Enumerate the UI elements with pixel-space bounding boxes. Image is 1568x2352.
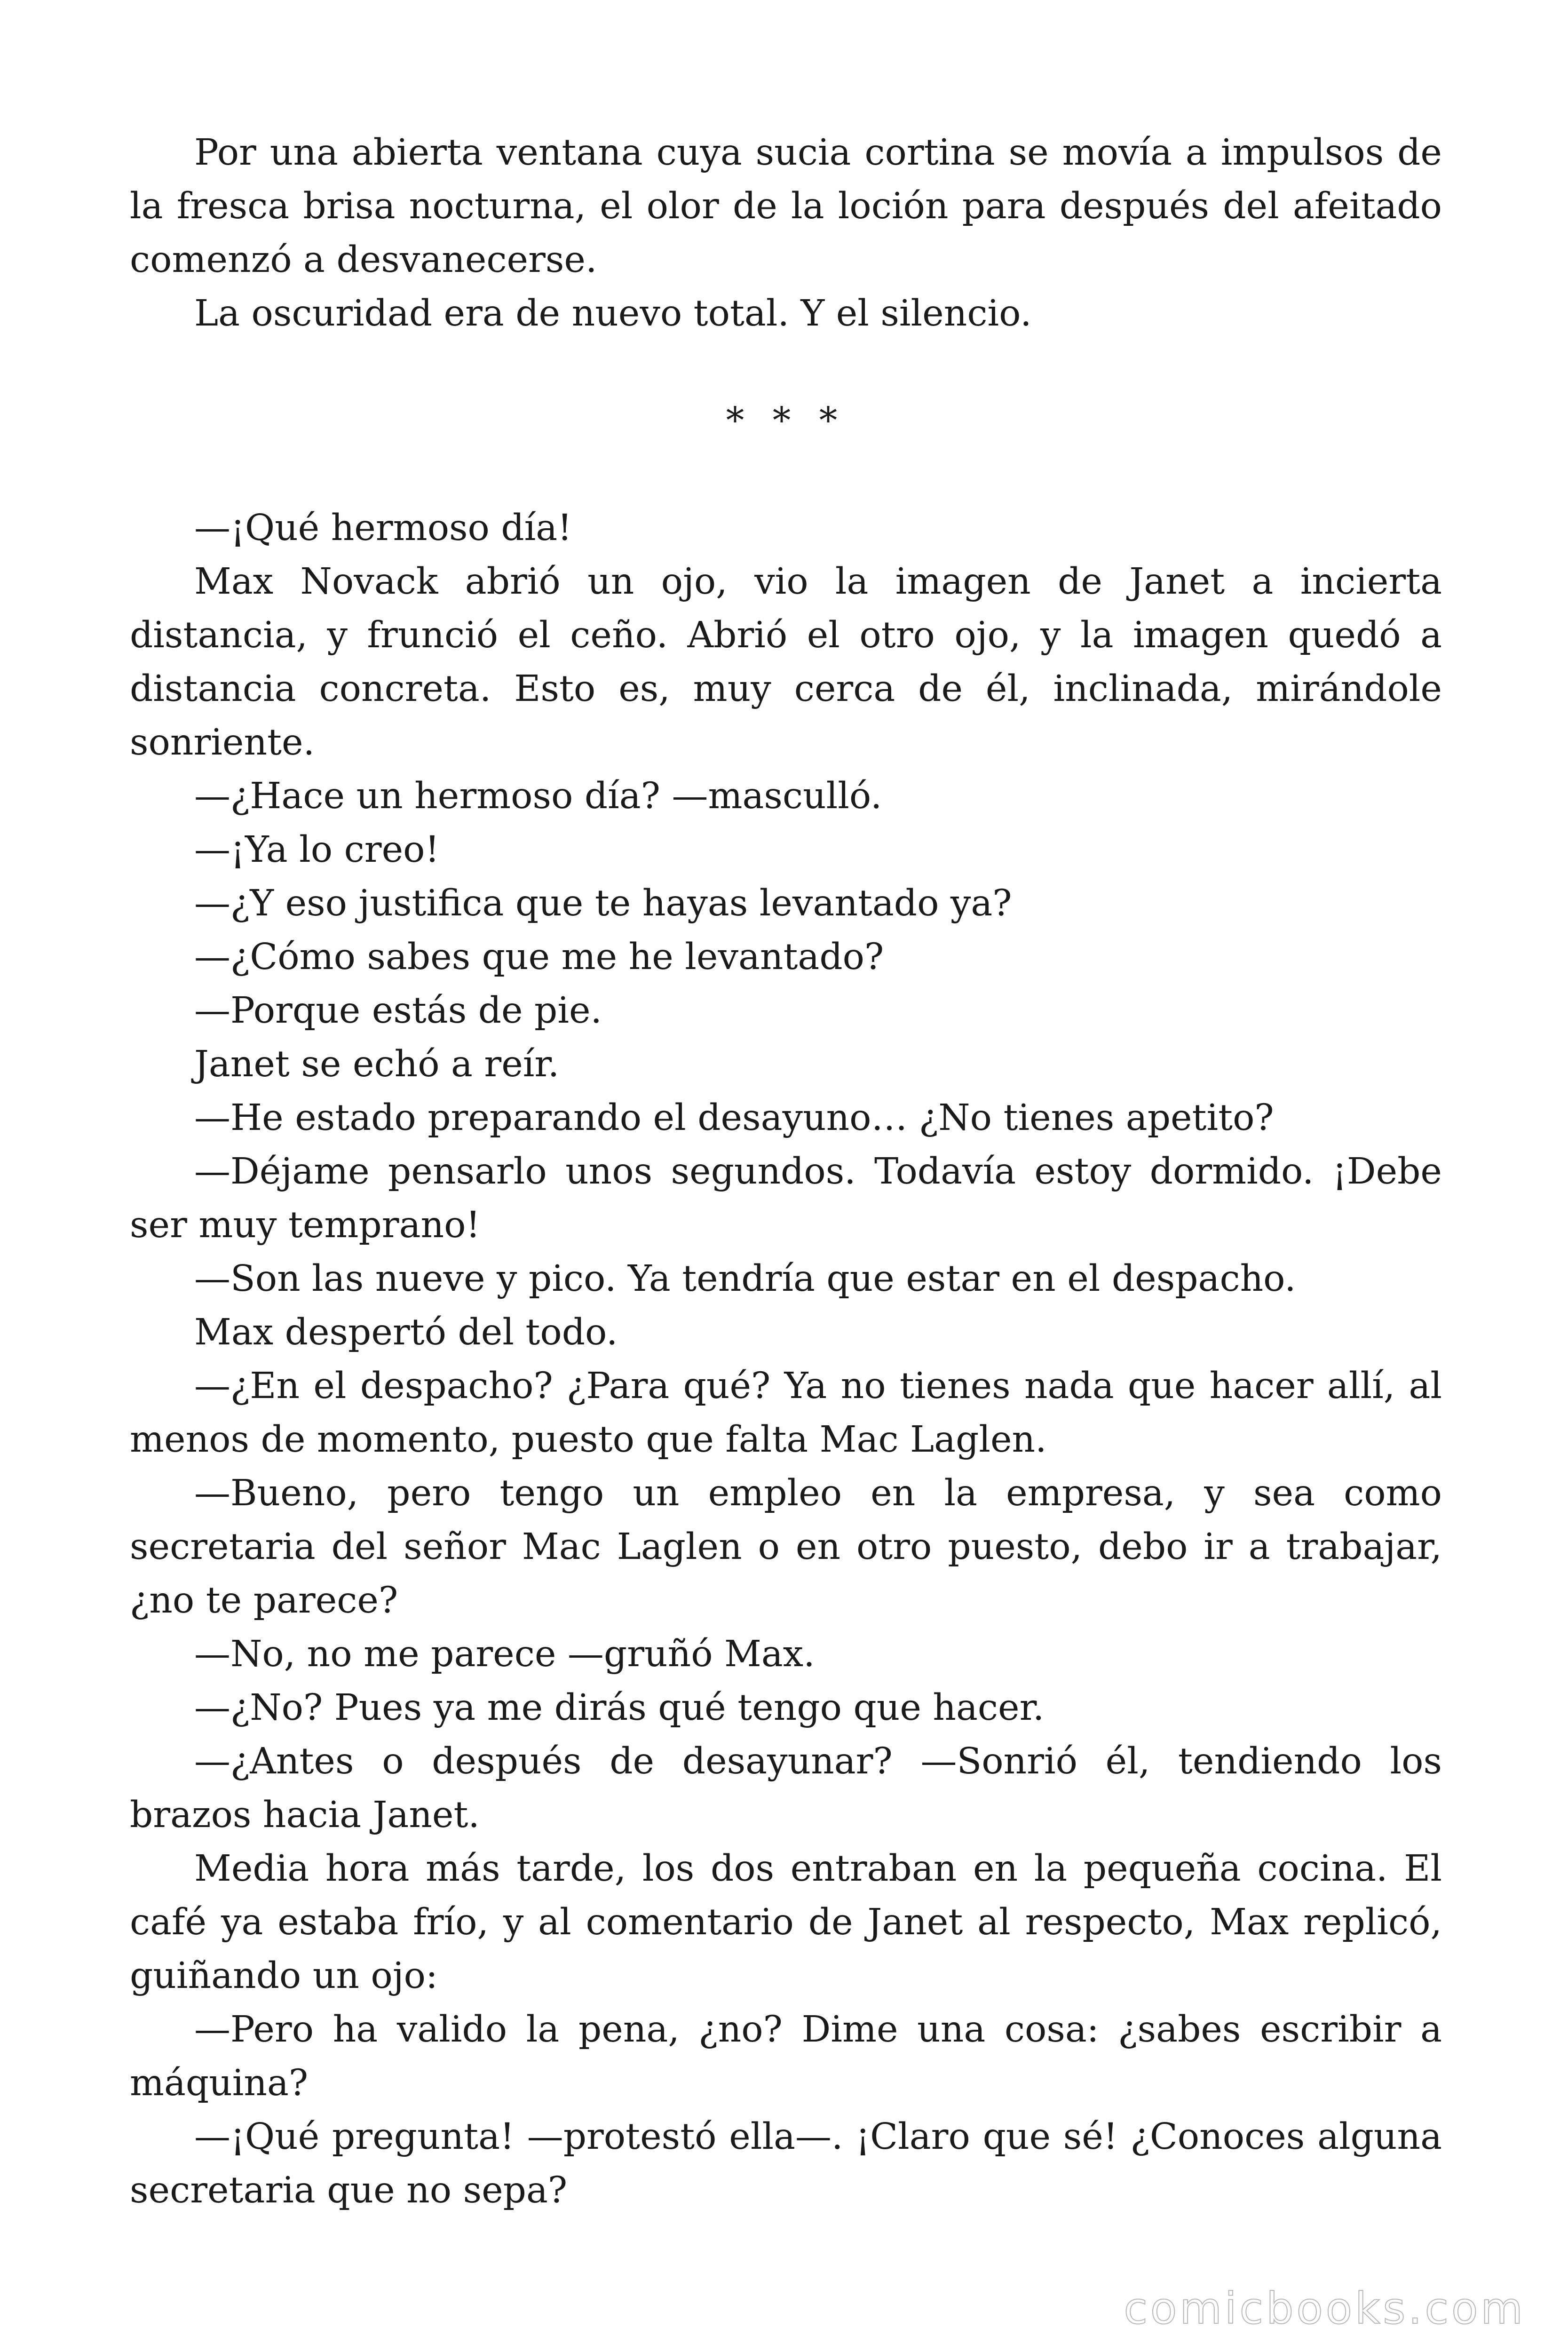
paragraph: —Son las nueve y pico. Ya tendría que estar en el despacho. — [194, 1258, 1296, 1300]
paragraph: —¿Hace un hermoso día? —masculló. — [194, 775, 882, 817]
paragraph: Max despertó del todo. — [194, 1311, 618, 1353]
scene-break: * * * — [726, 400, 846, 442]
paragraph: —¡Ya lo creo! — [194, 829, 440, 871]
paragraph: —No, no me parece —gruñó Max. — [194, 1633, 815, 1675]
paragraph: —¡Qué hermoso día! — [194, 507, 572, 549]
paragraph: La oscuridad era de nuevo total. Y el silencio. — [194, 293, 1032, 334]
paragraph: Max Novack abrió un ojo, vio la imagen de Janet a incierta distancia, y frunció el ceño. Abrió el otro ojo, y la imagen quedó a distancia concreta. Esto es, muy cerca de él, inclinada, mirándole sonriente. — [130, 561, 1442, 763]
paragraph: —Déjame pensarlo unos segundos. Todavía estoy dormido. ¡Debe ser muy temprano! — [130, 1151, 1442, 1246]
paragraph: —¿Cómo sabes que me he levantado? — [194, 936, 884, 978]
paragraph: Media hora más tarde, los dos entraban en la pequeña cocina. El café ya estaba frío, y al comentario de Janet al respecto, Max replicó, guiñando un ojo: — [130, 1848, 1442, 1997]
paragraph: —He estado preparando el desayuno… ¿No tienes apetito? — [194, 1097, 1274, 1139]
paragraph: Por una abierta ventana cuya sucia cortina se movía a impulsos de la fresca brisa nocturna, el olor de la loción para después del afeitado comenzó a desvanecerse. — [130, 132, 1442, 281]
paragraph: —¡Qué pregunta! —protestó ella—. ¡Claro que sé! ¿Conoces alguna secretaria que no sepa? — [130, 2116, 1442, 2211]
paragraph: —¿No? Pues ya me dirás qué tengo que hacer. — [194, 1687, 1045, 1729]
paragraph: —Porque estás de pie. — [194, 990, 602, 1032]
paragraph: —Bueno, pero tengo un empleo en la empresa, y sea como secretaria del señor Mac Laglen o en otro puesto, debo ir a trabajar, ¿no te parece? — [130, 1472, 1442, 1621]
paragraph: —¿Y eso justifica que te hayas levantado ya? — [194, 882, 1012, 924]
paragraph: —Pero ha valido la pena, ¿no? Dime una cosa: ¿sabes escribir a máquina? — [130, 2009, 1442, 2104]
paragraph: —¿Antes o después de desayunar? —Sonrió él, tendiendo los brazos hacia Janet. — [130, 1740, 1442, 1836]
paragraph: —¿En el despacho? ¿Para qué? Ya no tienes nada que hacer allí, al menos de momento, puesto que falta Mac Laglen. — [130, 1365, 1442, 1461]
body-text — [130, 126, 1442, 2217]
paragraph: Janet se echó a reír. — [194, 1043, 560, 1085]
watermark: comicbooks.com — [1124, 2283, 1526, 2334]
